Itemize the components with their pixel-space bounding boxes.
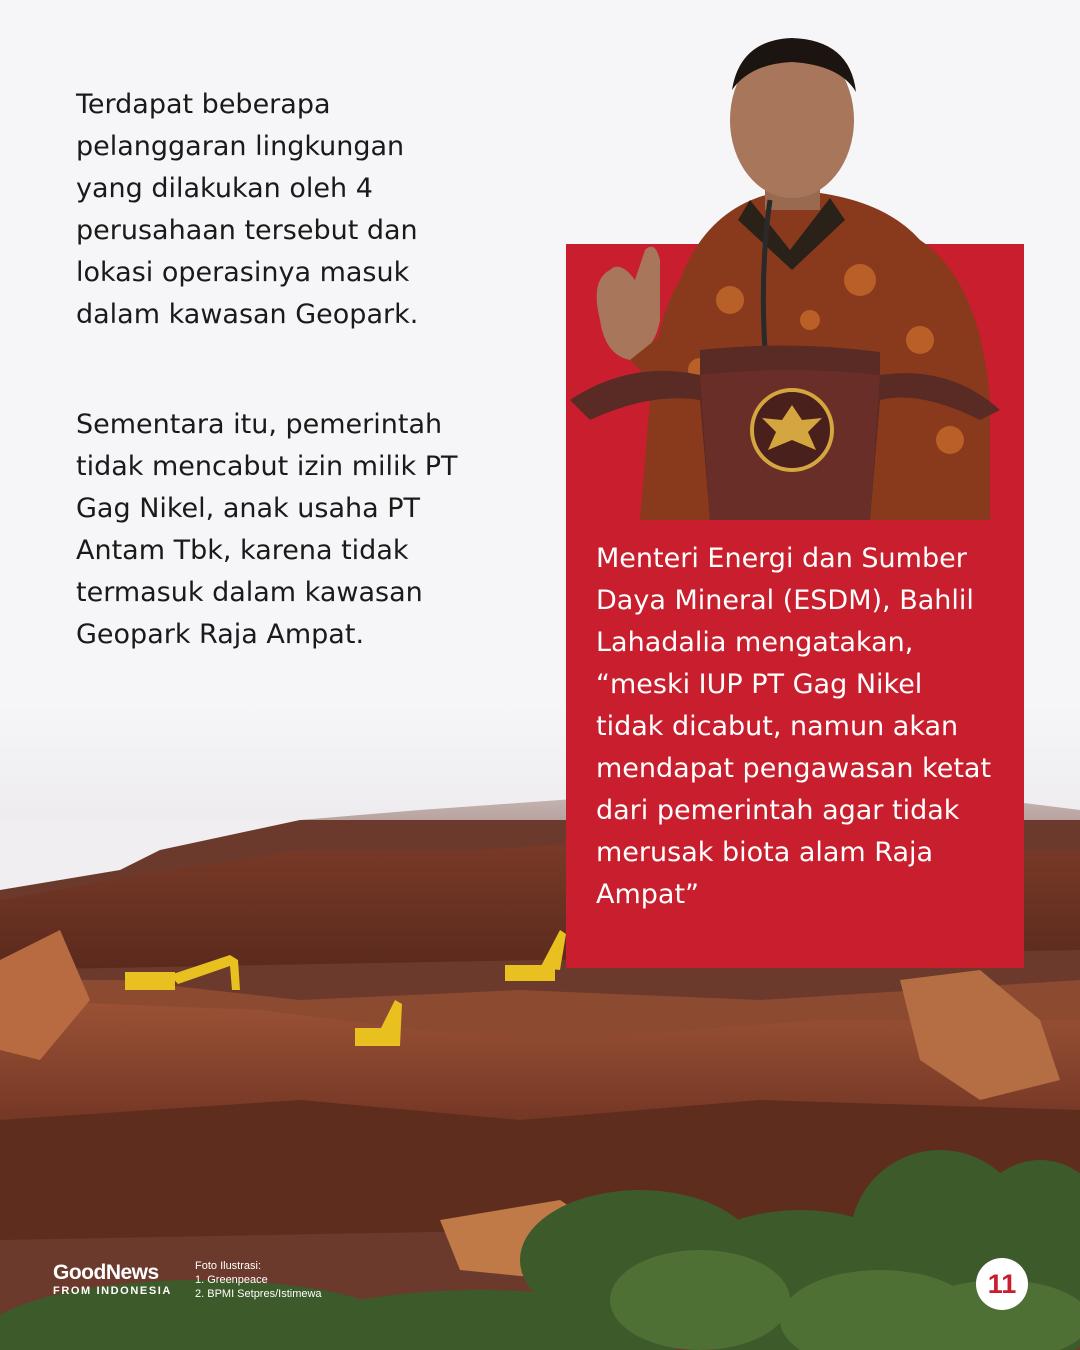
- brand-logo: [53, 1262, 172, 1298]
- credit-item: 2. BPMI Setpres/Istimewa: [195, 1288, 322, 1300]
- body-paragraph-1: Terdapat beberapa pelanggaran lingkungan yang dilakukan oleh 4 perusahaan tersebut dan lokasi operasinya masuk dalam kawasan Geopark.: [76, 89, 419, 330]
- credits-heading: Foto Ilustrasi:: [195, 1260, 262, 1272]
- brand-name: GoodNews: [53, 1261, 159, 1284]
- page-number-badge: 11: [976, 1258, 1028, 1310]
- brand-tagline: FROM INDONESIA: [53, 1285, 172, 1297]
- garuda-emblem: [752, 390, 832, 470]
- credit-item: 1. Greenpeace: [195, 1274, 268, 1286]
- minister-portrait-photo: [560, 20, 1020, 520]
- photo-credits: [195, 1259, 322, 1301]
- minister-quote: Menteri Energi dan Sumber Daya Mineral (ESDM), Bahlil Lahadalia mengatakan, “meski IUP PT Gag Nikel tidak dicabut, namun akan mendapat pengawasan ketat dari pemerintah agar tidak merusak biota alam Raja Ampat”: [596, 543, 992, 910]
- body-paragraph-2: Sementara itu, pemerintah tidak mencabut izin milik PT Gag Nikel, anak usaha PT Antam Tbk, karena tidak termasuk dalam kawasan Geopark Raja Ampat.: [76, 409, 458, 650]
